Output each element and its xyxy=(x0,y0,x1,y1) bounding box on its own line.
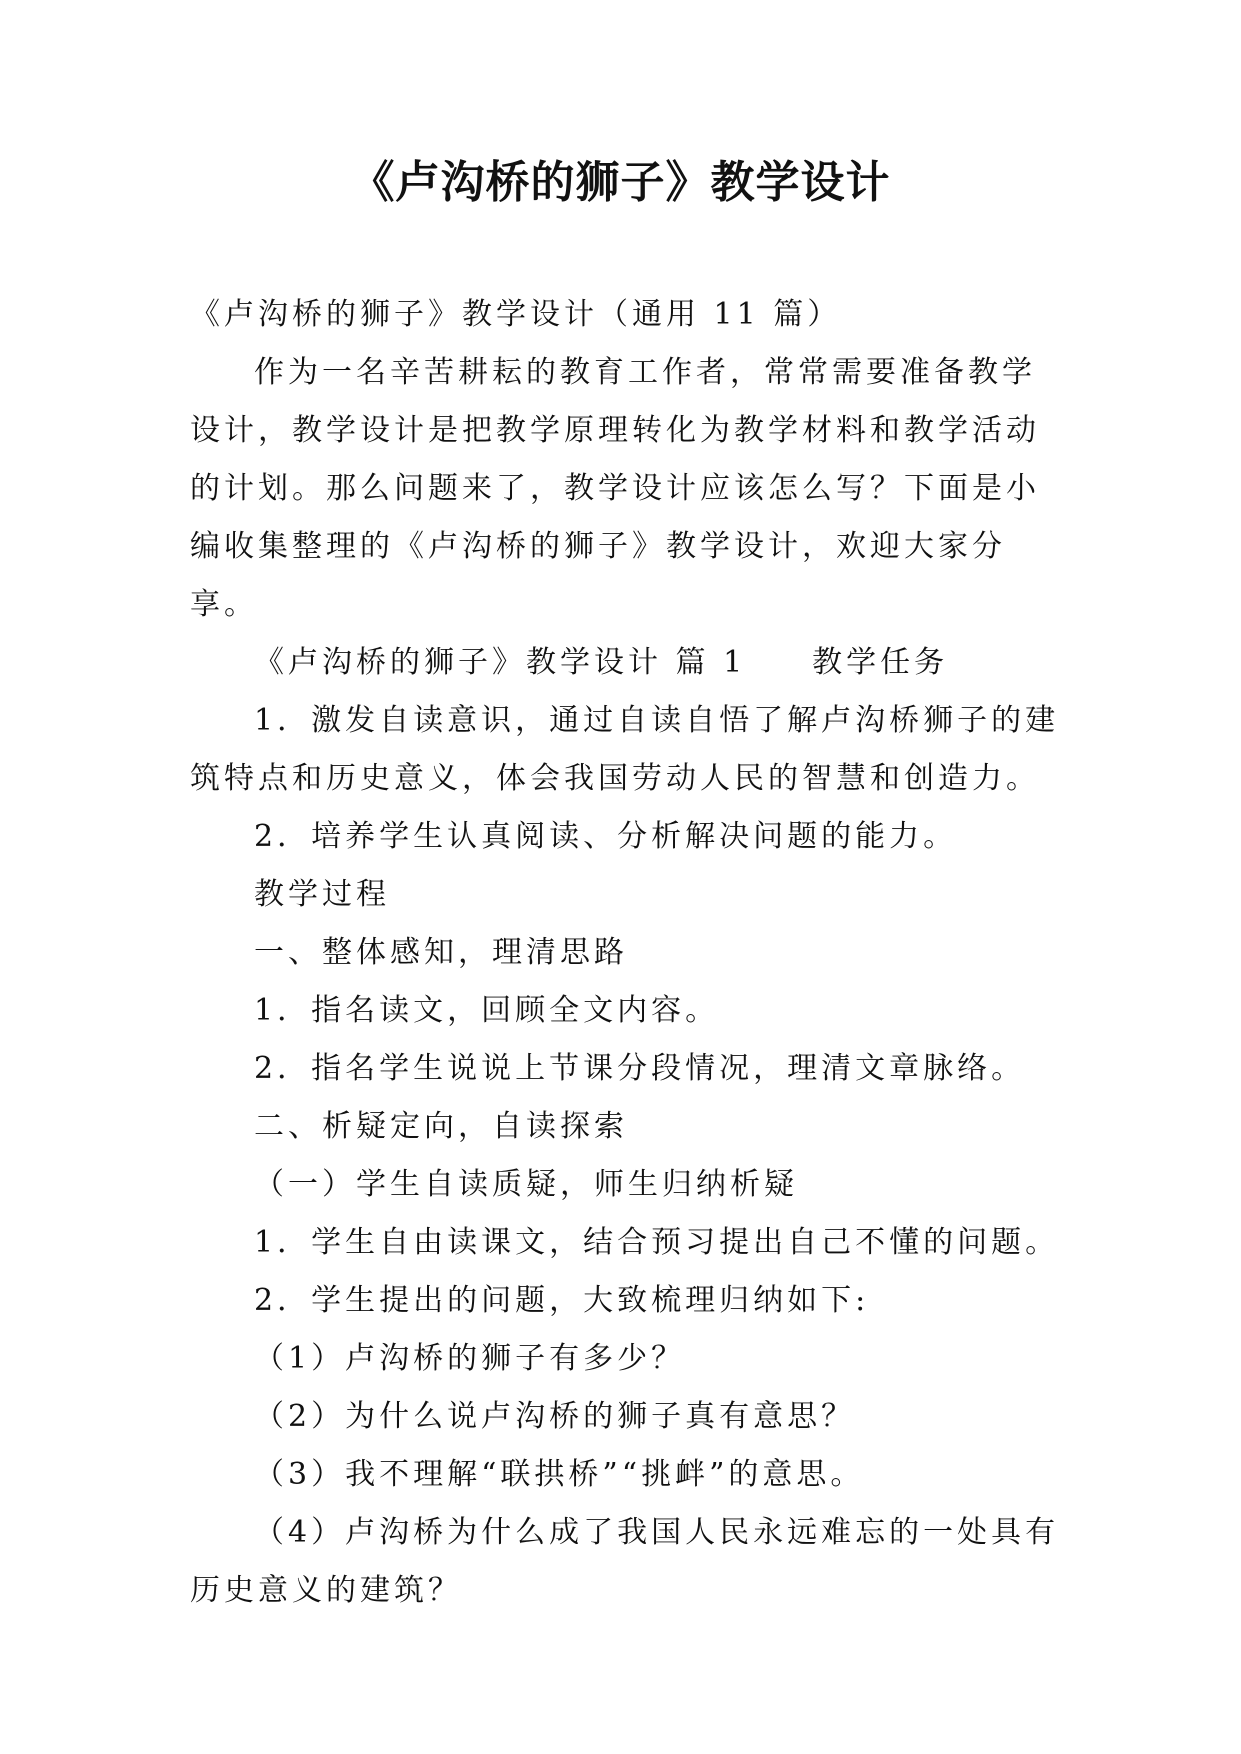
document-title: 《卢沟桥的狮子》教学设计 xyxy=(350,157,891,208)
task-item-1: 1．激发自读意识，通过自读自悟了解卢沟桥狮子的建筑特点和历史意义，体会我国劳动人民的智慧和创造力。 xyxy=(190,703,1060,796)
question-1: （1）卢沟桥的狮子有多少？ xyxy=(254,1341,686,1376)
subtitle-line: 《卢沟桥的狮子》教学设计（通用 11 篇） xyxy=(190,297,842,332)
step-1-item-2: 2．指名学生说说上节课分段情况，理清文章脉络。 xyxy=(254,1051,1026,1086)
intro-paragraph: 作为一名辛苦耕耘的教育工作者，常常需要准备教学设计，教学设计是把教学原理转化为教学材料和教学活动的计划。那么问题来了，教学设计应该怎么写？下面是小编收集整理的《卢沟桥的狮子》教学设计，欢迎大家分享。 xyxy=(190,355,1040,622)
question-3: （3）我不理解“联拱桥”“挑衅”的意思。 xyxy=(254,1457,865,1492)
section-heading: 《卢沟桥的狮子》教学设计 篇 1 xyxy=(254,645,747,680)
step-2-heading: 二、析疑定向，自读探索 xyxy=(254,1109,628,1144)
step-2-item-2: 2．学生提出的问题，大致梳理归纳如下: xyxy=(254,1283,870,1318)
step-1-item-1: 1．指名读文，回顾全文内容。 xyxy=(254,993,720,1028)
document-body xyxy=(190,286,1060,1620)
teaching-process-label: 教学过程 xyxy=(254,877,390,912)
step-2-subheading: （一）学生自读质疑，师生归纳析疑 xyxy=(254,1167,798,1202)
question-2: （2）为什么说卢沟桥的狮子真有意思？ xyxy=(254,1399,856,1434)
question-4: （4）卢沟桥为什么成了我国人民永远难忘的一处具有历史意义的建筑？ xyxy=(190,1515,1060,1608)
task-item-2: 2．培养学生认真阅读、分析解决问题的能力。 xyxy=(254,819,958,854)
step-1-heading: 一、整体感知，理清思路 xyxy=(254,935,628,970)
teaching-task-label: 教学任务 xyxy=(812,645,949,680)
step-2-item-1: 1．学生自由读课文，结合预习提出自己不懂的问题。 xyxy=(254,1225,1060,1260)
section-heading-line xyxy=(190,634,1060,692)
